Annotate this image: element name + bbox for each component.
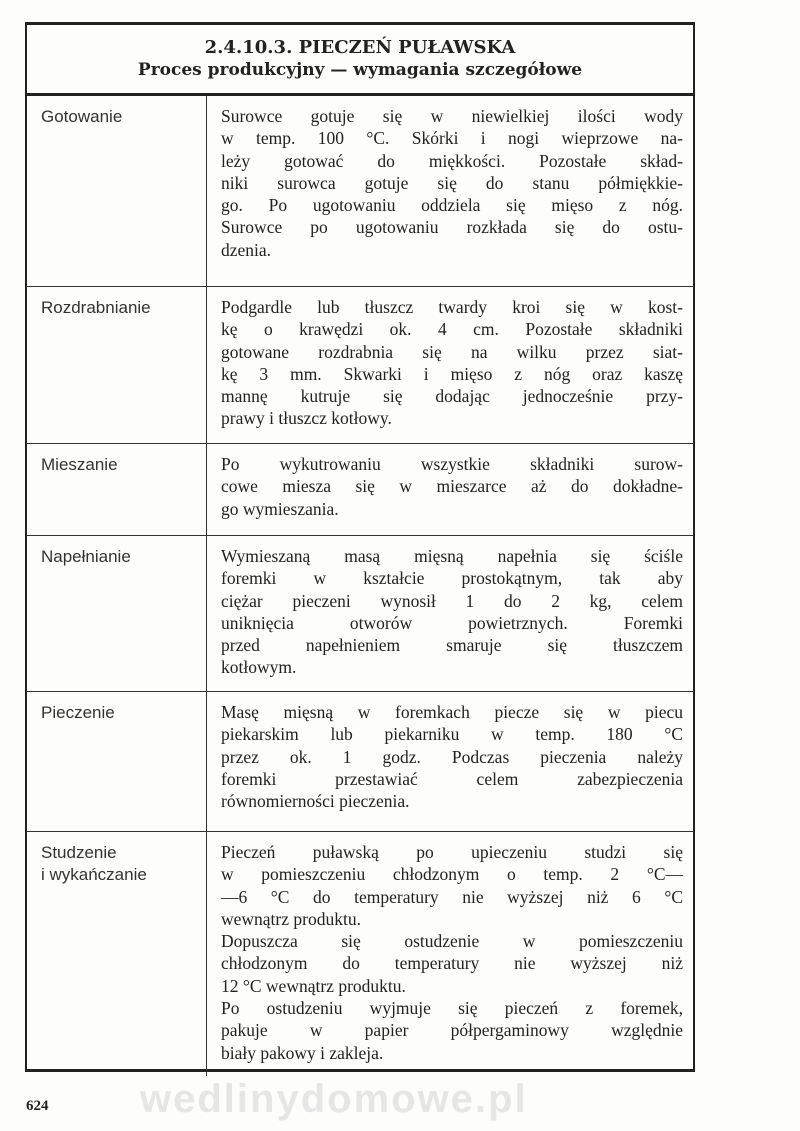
description-line: go. Po ugotowaniu oddziela się mięso z nóg. bbox=[221, 195, 683, 216]
description-line: leży gotować do miękkości. Pozostałe skład- bbox=[221, 150, 683, 171]
description-line: przez ok. 1 godz. Podczas pieczenia należy bbox=[221, 746, 683, 767]
description-line: równomierności pieczenia. bbox=[221, 791, 410, 812]
description-line: Po wykutrowaniu wszystkie składniki surow- bbox=[221, 454, 683, 474]
process-table bbox=[25, 22, 695, 1072]
description-line: przed napełnieniem smaruje się tłuszczem bbox=[221, 635, 683, 656]
description-line: biały pakowy i zakleja. bbox=[221, 1042, 384, 1063]
description-line: uniknięcia otworów powietrznych. Foremki bbox=[221, 612, 683, 633]
step-label-line: Gotowanie bbox=[41, 107, 123, 126]
table-row bbox=[27, 444, 693, 536]
step-label-line: Pieczenie bbox=[41, 703, 115, 722]
step-label bbox=[27, 444, 207, 535]
description-line: kotłowym. bbox=[221, 657, 297, 678]
step-label-line: Napełnianie bbox=[41, 547, 131, 566]
description-line: w temp. 100 °C. Skórki i nogi wieprzowe na- bbox=[221, 128, 683, 149]
description-line: dzenia. bbox=[221, 239, 272, 260]
description-line: cowe miesza się w mieszarce aż do dokładne- bbox=[221, 476, 683, 497]
table-row bbox=[27, 692, 693, 832]
section-subtitle: Proces produkcyjny — wymagania szczegółowe bbox=[137, 60, 583, 80]
description-line: wewnątrz produktu. bbox=[221, 908, 361, 929]
description-line: Po ostudzeniu wyjmuje się pieczeń z foremek, bbox=[221, 998, 683, 1019]
section-title: 2.4.10.3. PIECZEŃ PUŁAWSKA bbox=[204, 37, 516, 58]
step-label-line: i wykańczanie bbox=[41, 865, 147, 884]
step-description bbox=[207, 536, 693, 691]
description-line: kę o krawędzi ok. 4 cm. Pozostałe składniki bbox=[221, 319, 683, 340]
description-line: Wymieszaną masą mięsną napełnia się ściśle bbox=[221, 546, 683, 566]
description-line: —6 °C do temperatury nie wyższej niż 6 °C bbox=[221, 886, 683, 907]
watermark: wedlinydomowe.pl bbox=[140, 1077, 528, 1121]
page-number: 624 bbox=[26, 1098, 49, 1114]
step-description bbox=[207, 444, 693, 535]
description-line: foremki w kształcie prostokątnym, tak aby bbox=[221, 568, 683, 589]
description-line: kę 3 mm. Skwarki i mięso z nóg oraz kaszę bbox=[221, 363, 683, 384]
step-description bbox=[207, 692, 693, 831]
table-body bbox=[27, 96, 693, 1076]
description-line: Dopuszcza się ostudzenie w pomieszczeniu bbox=[221, 931, 683, 952]
step-label bbox=[27, 832, 207, 1076]
description-line: piekarskim lub piekarniku w temp. 180 °C bbox=[221, 724, 683, 745]
step-label bbox=[27, 96, 207, 286]
description-line: gotowane rozdrabnia się na wilku przez siat- bbox=[221, 341, 683, 362]
step-label-line: Rozdrabnianie bbox=[41, 298, 151, 317]
description-line: pakuje w papier półpergaminowy względnie bbox=[221, 1020, 683, 1041]
description-line: chłodzonym do temperatury nie wyższej niż bbox=[221, 953, 683, 974]
description-line: go wymieszania. bbox=[221, 498, 339, 519]
step-description bbox=[207, 96, 693, 286]
description-line: foremki przestawiać celem zabezpieczenia bbox=[221, 768, 683, 789]
description-line: prawy i tłuszcz kotłowy. bbox=[221, 408, 392, 429]
description-line: mannę kutruje się dodając jednocześnie przy- bbox=[221, 386, 683, 407]
step-label bbox=[27, 287, 207, 443]
table-header bbox=[27, 25, 693, 96]
table-row bbox=[27, 832, 693, 1076]
table-row bbox=[27, 536, 693, 692]
step-label bbox=[27, 536, 207, 691]
description-line: niki surowca gotuje się do stanu półmiękkie- bbox=[221, 172, 683, 193]
description-line: Podgardle lub tłuszcz twardy kroi się w kost- bbox=[221, 297, 683, 317]
table-row bbox=[27, 96, 693, 287]
description-line: 12 °C wewnątrz produktu. bbox=[221, 975, 406, 996]
step-description bbox=[207, 287, 693, 443]
step-label-line: Mieszanie bbox=[41, 455, 118, 474]
step-label-line: Studzenie bbox=[41, 843, 117, 862]
description-line: Pieczeń puławską po upieczeniu studzi się bbox=[221, 842, 683, 862]
description-line: Surowce gotuje się w niewielkiej ilości wody bbox=[221, 106, 683, 126]
table-row bbox=[27, 287, 693, 444]
description-line: Surowce po ugotowaniu rozkłada się do ostu- bbox=[221, 217, 683, 238]
description-line: Masę mięsną w foremkach piecze się w piecu bbox=[221, 702, 683, 722]
description-line: ciężar pieczeni wynosił 1 do 2 kg, celem bbox=[221, 590, 683, 611]
step-label bbox=[27, 692, 207, 831]
step-description bbox=[207, 832, 693, 1076]
description-line: w pomieszczeniu chłodzonym o temp. 2 °C— bbox=[221, 864, 683, 885]
